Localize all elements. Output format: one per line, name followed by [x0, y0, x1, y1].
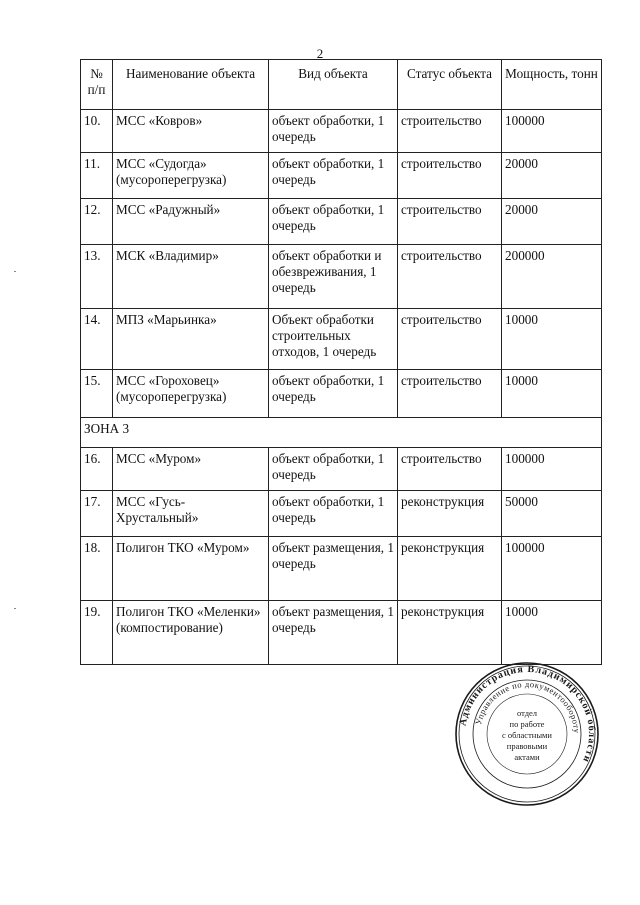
- stamp-center-line: с областными: [502, 730, 552, 740]
- header-status: Статус объекта: [398, 60, 502, 110]
- row-status: строительство: [398, 199, 502, 245]
- row-num: 14.: [81, 309, 113, 370]
- header-type: Вид объекта: [269, 60, 398, 110]
- row-type: объект обработки, 1 очередь: [269, 153, 398, 199]
- row-name: Полигон ТКО «Муром»: [113, 537, 269, 601]
- row-status: строительство: [398, 245, 502, 309]
- zone-row: [81, 418, 602, 448]
- row-status: строительство: [398, 153, 502, 199]
- row-num: 17.: [81, 491, 113, 537]
- row-type: объект обработки, 1 очередь: [269, 110, 398, 153]
- table-row: [81, 537, 602, 601]
- stamp-center: [502, 708, 552, 762]
- objects-table: [80, 59, 602, 665]
- row-type: объект обработки, 1 очередь: [269, 199, 398, 245]
- row-capacity: 100000: [502, 537, 602, 601]
- row-num: 12.: [81, 199, 113, 245]
- table-row: [81, 110, 602, 153]
- row-capacity: 10000: [502, 309, 602, 370]
- header-num: № п/п: [81, 60, 113, 110]
- row-type: Объект обработки строительных отходов, 1 очередь: [269, 309, 398, 370]
- table-row: [81, 491, 602, 537]
- row-name: МСС «Гороховец» (мусороперегрузка): [113, 370, 269, 418]
- row-num: 13.: [81, 245, 113, 309]
- table-row: [81, 309, 602, 370]
- page-number: 2: [316, 46, 324, 61]
- row-capacity: 100000: [502, 448, 602, 491]
- stamp-center-line: отдел: [516, 708, 538, 718]
- row-capacity: 20000: [502, 153, 602, 199]
- stamp-middle-text: Управление по документообороту: [472, 678, 583, 734]
- row-name: МСС «Муром»: [113, 448, 269, 491]
- row-status: реконструкция: [398, 491, 502, 537]
- row-name: МПЗ «Марьинка»: [113, 309, 269, 370]
- row-capacity: 10000: [502, 370, 602, 418]
- table-row: [81, 448, 602, 491]
- stamp-center-line: актами: [514, 752, 540, 762]
- row-type: объект обработки и обезвреживания, 1 очередь: [269, 245, 398, 309]
- table-row: [81, 601, 602, 665]
- table-row: [81, 153, 602, 199]
- row-capacity: 100000: [502, 110, 602, 153]
- row-capacity: 20000: [502, 199, 602, 245]
- official-stamp: [453, 660, 601, 808]
- table-header-row: [81, 60, 602, 110]
- row-capacity: 50000: [502, 491, 602, 537]
- row-type: объект обработки, 1 очередь: [269, 491, 398, 537]
- row-num: 15.: [81, 370, 113, 418]
- row-status: строительство: [398, 309, 502, 370]
- row-name: МСК «Владимир»: [113, 245, 269, 309]
- row-name: МСС «Радужный»: [113, 199, 269, 245]
- row-name: Полигон ТКО «Меленки» (компостирование): [113, 601, 269, 665]
- row-num: 10.: [81, 110, 113, 153]
- stamp-center-line: правовыми: [506, 741, 548, 751]
- header-capacity: Мощность, тонн: [502, 60, 602, 110]
- scan-speck: [14, 271, 16, 272]
- row-status: строительство: [398, 448, 502, 491]
- table-row: [81, 245, 602, 309]
- row-capacity: 200000: [502, 245, 602, 309]
- row-type: объект обработки, 1 очередь: [269, 370, 398, 418]
- row-type: объект размещения, 1 очередь: [269, 537, 398, 601]
- row-name: МСС «Ковров»: [113, 110, 269, 153]
- row-status: строительство: [398, 370, 502, 418]
- table-row: [81, 370, 602, 418]
- row-status: строительство: [398, 110, 502, 153]
- table-row: [81, 199, 602, 245]
- stamp-center-line: по работе: [509, 719, 545, 729]
- row-type: объект размещения, 1 очередь: [269, 601, 398, 665]
- row-name: МСС «Судогда» (мусороперегрузка): [113, 153, 269, 199]
- scan-speck: [14, 608, 16, 609]
- zone-label: ЗОНА 3: [81, 418, 602, 448]
- row-num: 18.: [81, 537, 113, 601]
- stamp-outer-text: Администрация Владимирской области: [457, 663, 598, 765]
- header-name: Наименование объекта: [113, 60, 269, 110]
- row-status: реконструкция: [398, 537, 502, 601]
- row-status: реконструкция: [398, 601, 502, 665]
- row-type: объект обработки, 1 очередь: [269, 448, 398, 491]
- row-name: МСС «Гусь-Хрустальный»: [113, 491, 269, 537]
- row-num: 16.: [81, 448, 113, 491]
- row-capacity: 10000: [502, 601, 602, 665]
- row-num: 19.: [81, 601, 113, 665]
- row-num: 11.: [81, 153, 113, 199]
